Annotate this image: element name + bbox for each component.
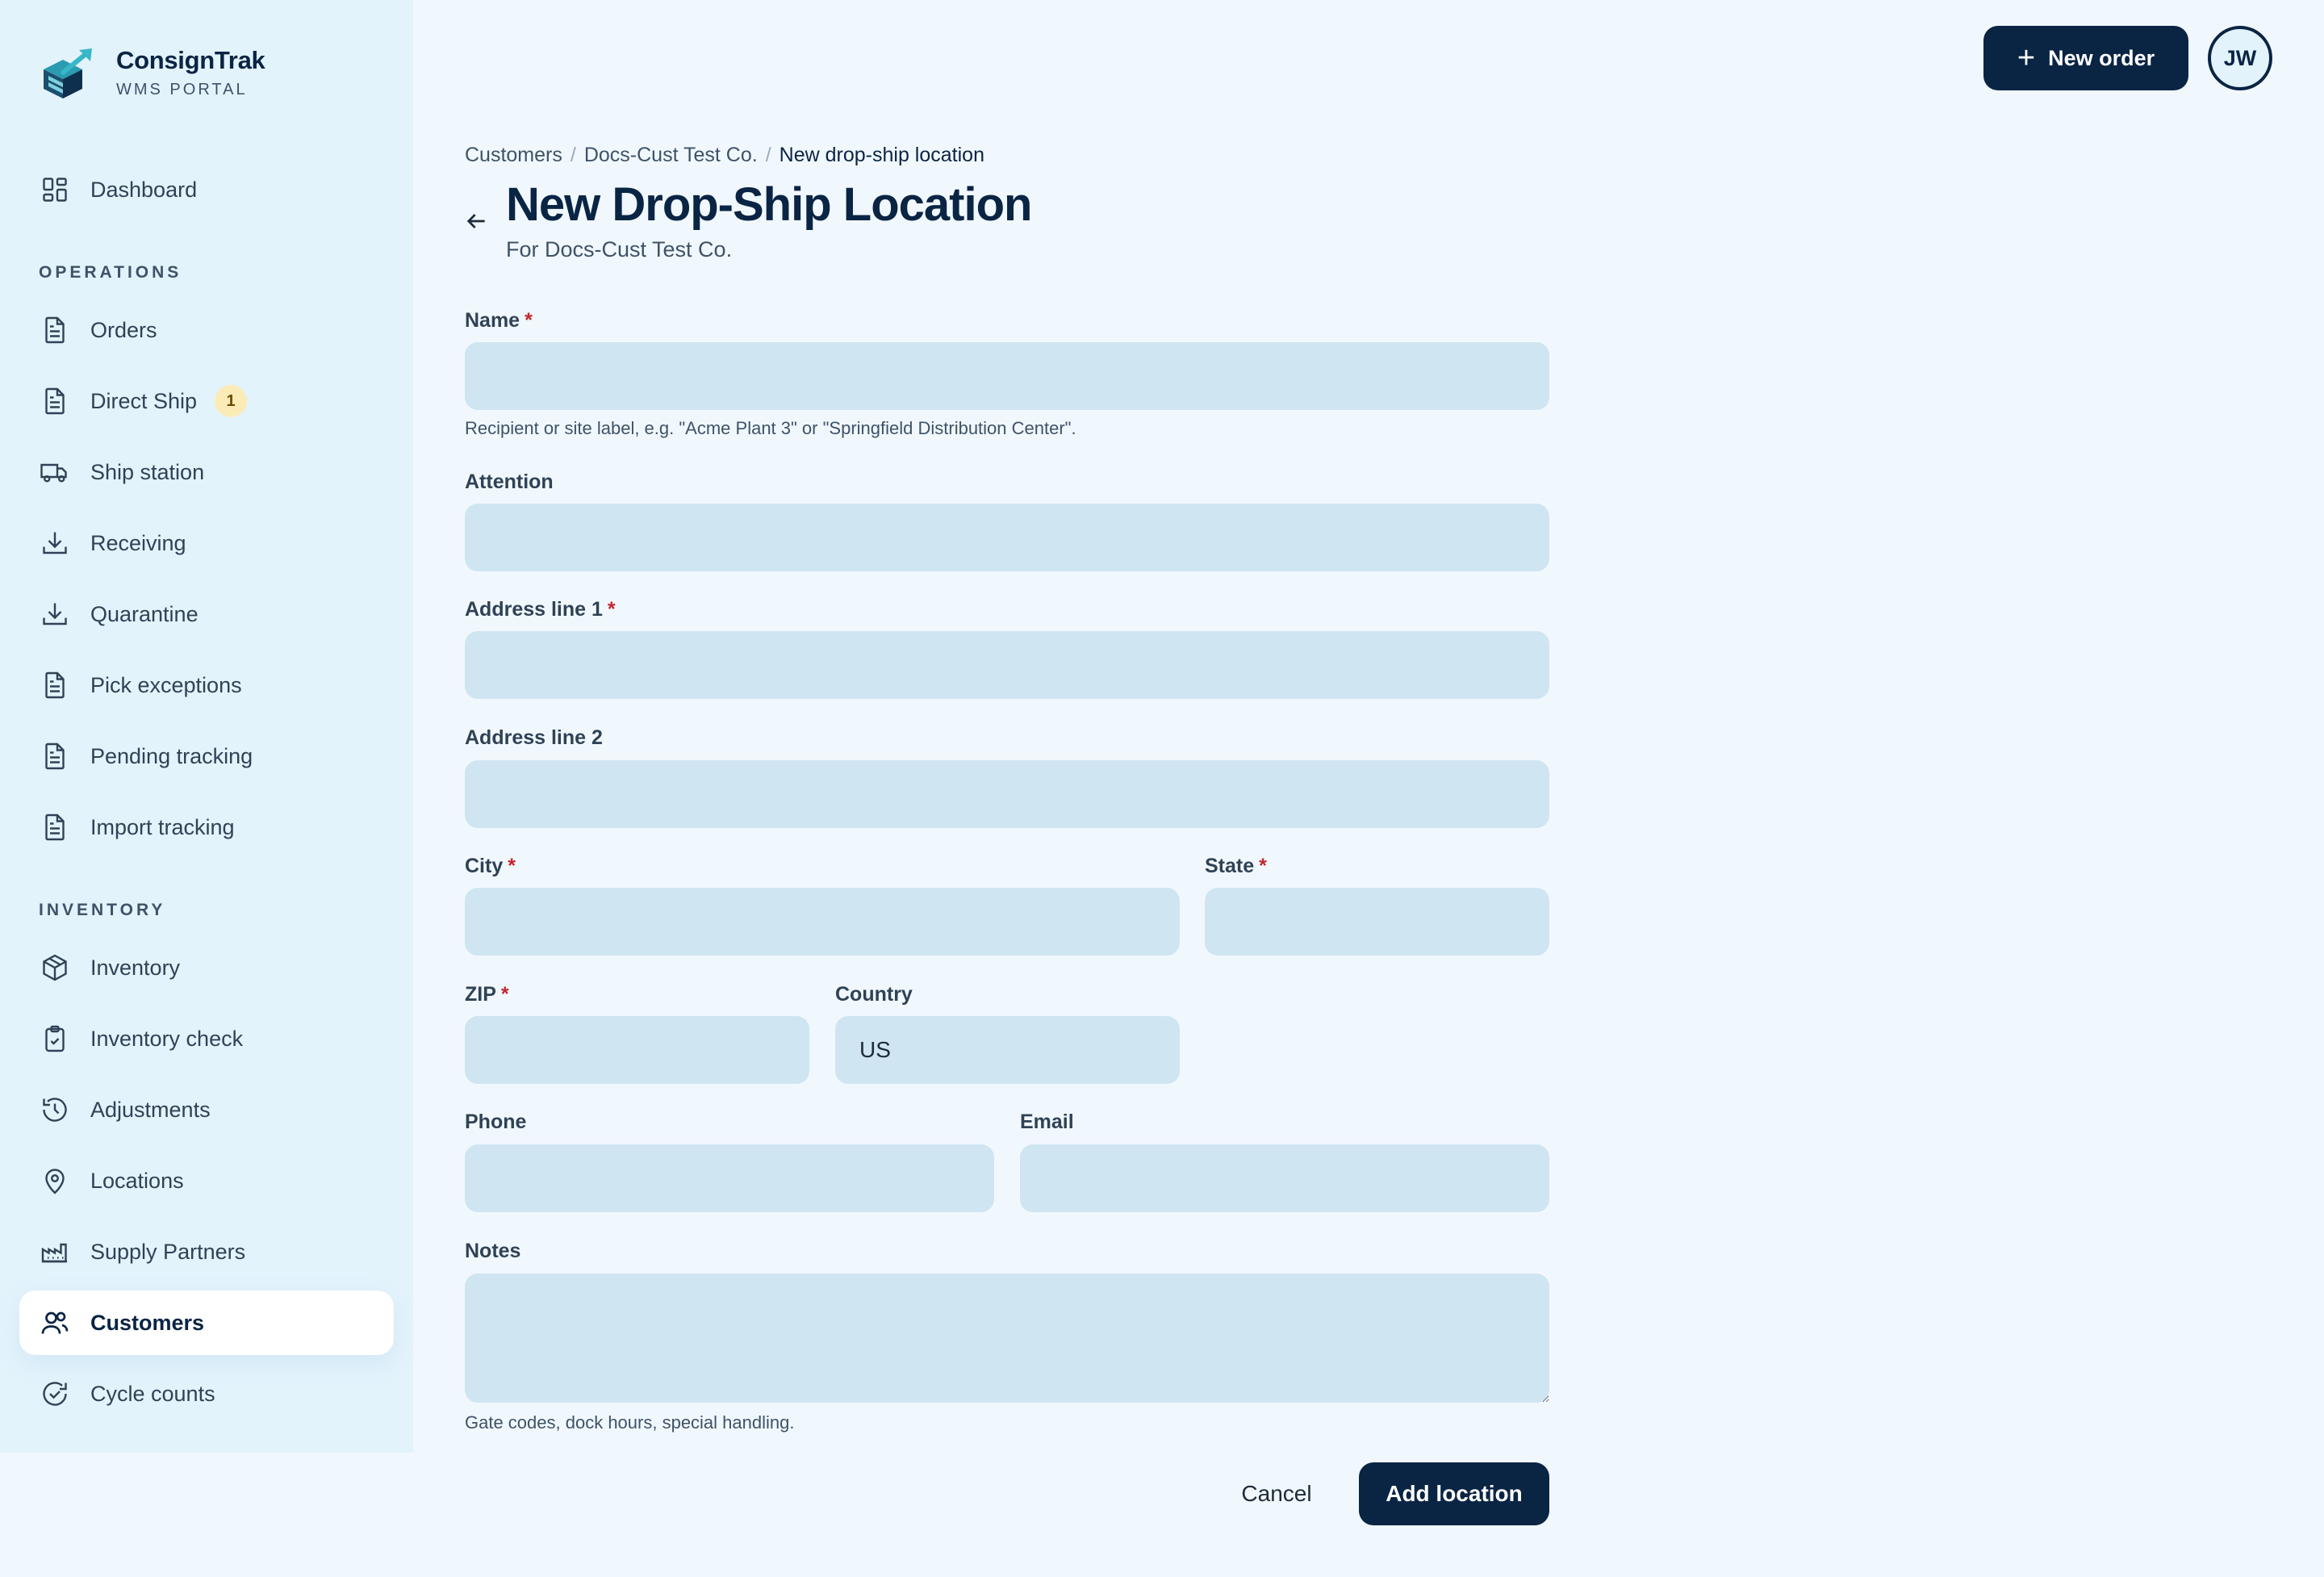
back-arrow-icon[interactable]: [463, 208, 489, 234]
required-mark: *: [525, 309, 533, 332]
label-text: State: [1205, 855, 1255, 877]
zip-label: [465, 983, 509, 1006]
download-icon: [39, 598, 71, 630]
avatar[interactable]: JW: [2208, 26, 2272, 90]
breadcrumb-separator: /: [765, 144, 771, 166]
sidebar-item-orders[interactable]: [19, 298, 394, 362]
required-mark: *: [1259, 855, 1267, 877]
sidebar-item-adjustments[interactable]: [19, 1077, 394, 1142]
city-input[interactable]: [465, 888, 1180, 956]
plus-icon: +: [2017, 41, 2036, 75]
document-icon: [39, 811, 71, 843]
add-location-button[interactable]: Add location: [1359, 1462, 1549, 1525]
sidebar-item-pick-exceptions[interactable]: [19, 653, 394, 717]
page-subtitle: For Docs-Cust Test Co.: [506, 237, 733, 261]
sidebar-item-receiving[interactable]: [19, 511, 394, 575]
sidebar-item-dashboard[interactable]: [19, 157, 394, 222]
document-icon: [39, 314, 71, 346]
label-text: Name: [465, 309, 520, 332]
zip-input[interactable]: [465, 1016, 809, 1084]
box-icon: [39, 952, 71, 984]
attention-input[interactable]: [465, 504, 1549, 571]
sidebar-item-inventory[interactable]: [19, 935, 394, 1000]
sidebar-item-import-tracking[interactable]: [19, 795, 394, 860]
sidebar-item-label: Import tracking: [90, 814, 235, 839]
history-icon: [39, 1094, 71, 1126]
truck-icon: [39, 456, 71, 488]
sidebar-item-label: Dashboard: [90, 177, 198, 202]
map-pin-icon: [39, 1165, 71, 1197]
brand-name: ConsignTrak: [116, 46, 265, 74]
count-badge: 1: [215, 385, 247, 417]
sidebar-item-label: Pick exceptions: [90, 672, 242, 697]
cube-arrow-logo: [39, 45, 97, 103]
brand[interactable]: [39, 45, 265, 103]
address2-label: Address line 2: [465, 726, 603, 749]
required-mark: *: [500, 983, 509, 1006]
notes-textarea[interactable]: [465, 1274, 1549, 1403]
breadcrumb-separator: /: [570, 144, 576, 166]
document-icon: [39, 669, 71, 701]
breadcrumb-link-customer[interactable]: Docs-Cust Test Co.: [583, 144, 758, 166]
download-icon: [39, 527, 71, 559]
required-mark: *: [508, 855, 516, 877]
email-label: Email: [1020, 1111, 1074, 1133]
sidebar-item-inventory-check[interactable]: [19, 1006, 394, 1071]
notes-help-text: Gate codes, dock hours, special handling.: [465, 1412, 795, 1433]
notes-label: Notes: [465, 1240, 521, 1262]
breadcrumb-link-customers[interactable]: Customers: [465, 144, 562, 166]
sidebar: [0, 0, 413, 1453]
sidebar-item-label: Customers: [90, 1310, 205, 1335]
refresh-check-icon: [39, 1378, 71, 1410]
sidebar-item-label: Pending tracking: [90, 743, 253, 768]
state-label: [1205, 855, 1267, 878]
name-input[interactable]: [465, 342, 1549, 410]
new-order-label: New order: [2048, 45, 2155, 70]
sidebar-item-label: Receiving: [90, 530, 186, 555]
sidebar-item-label: Cycle counts: [90, 1381, 215, 1406]
attention-label: Attention: [465, 471, 554, 493]
sidebar-item-label: Locations: [90, 1168, 184, 1193]
users-icon: [39, 1307, 71, 1339]
name-label: [465, 309, 533, 333]
document-icon: [39, 740, 71, 772]
label-text: Address line 1: [465, 598, 603, 621]
country-input[interactable]: [835, 1016, 1180, 1084]
label-text: ZIP: [465, 983, 496, 1006]
sidebar-item-cycle-counts[interactable]: [19, 1362, 394, 1426]
sidebar-item-quarantine[interactable]: [19, 582, 394, 646]
sidebar-item-label: Inventory check: [90, 1026, 244, 1051]
sidebar-item-ship-station[interactable]: [19, 440, 394, 504]
phone-label: Phone: [465, 1111, 527, 1133]
sidebar-item-label: Direct Ship: [90, 388, 198, 413]
breadcrumb-current: New drop-ship location: [779, 144, 984, 166]
address2-input[interactable]: [465, 760, 1549, 828]
name-help-text: Recipient or site label, e.g. "Acme Plant 3" or "Springfield Distribution Center".: [465, 418, 1076, 438]
section-label-operations: OPERATIONS: [39, 263, 182, 282]
sidebar-item-label: Orders: [90, 317, 157, 342]
label-text: City: [465, 855, 504, 877]
cancel-button[interactable]: Cancel: [1210, 1462, 1343, 1525]
sidebar-item-label: Inventory: [90, 955, 181, 980]
grid-icon: [39, 174, 71, 206]
sidebar-item-locations[interactable]: [19, 1148, 394, 1213]
brand-subtitle: WMS PORTAL: [116, 81, 248, 98]
new-order-button[interactable]: [1983, 26, 2188, 90]
address1-input[interactable]: [465, 631, 1549, 699]
page-title: New Drop-Ship Location: [506, 178, 1032, 231]
sidebar-item-label: Ship station: [90, 459, 205, 484]
breadcrumb: [465, 144, 984, 167]
city-label: [465, 855, 516, 878]
factory-icon: [39, 1236, 71, 1268]
sidebar-item-label: Quarantine: [90, 601, 199, 626]
document-icon: [39, 385, 71, 417]
address1-label: [465, 598, 616, 621]
sidebar-item-label: Supply Partners: [90, 1239, 246, 1264]
clipboard-check-icon: [39, 1023, 71, 1055]
sidebar-item-pending-tracking[interactable]: [19, 724, 394, 788]
sidebar-item-customers[interactable]: [19, 1290, 394, 1355]
sidebar-item-supply-partners[interactable]: [19, 1219, 394, 1284]
email-input[interactable]: [1020, 1144, 1549, 1212]
phone-input[interactable]: [465, 1144, 994, 1212]
sidebar-item-label: Adjustments: [90, 1097, 211, 1122]
section-label-inventory: INVENTORY: [39, 901, 166, 919]
state-input[interactable]: [1205, 888, 1549, 956]
sidebar-item-direct-ship[interactable]: [19, 369, 394, 433]
required-mark: *: [607, 598, 616, 621]
country-label: Country: [835, 983, 913, 1006]
